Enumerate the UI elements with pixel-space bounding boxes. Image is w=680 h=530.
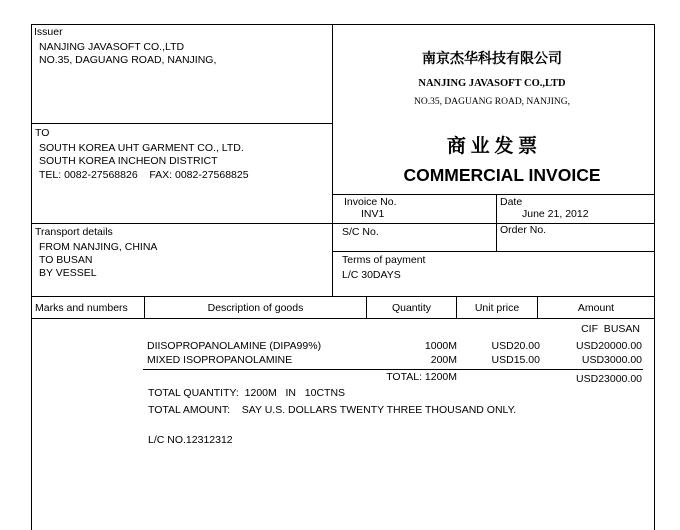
total-amount: USD23000.00 — [576, 373, 642, 385]
payment-label: Terms of payment — [342, 254, 426, 266]
transport-label: Transport details — [35, 226, 113, 238]
price-terms: CIF BUSAN — [581, 323, 640, 335]
company-address: NO.35, DAGUANG ROAD, NANJING, — [414, 97, 570, 107]
column-header-top — [31, 296, 655, 297]
to-bottom-line — [31, 223, 655, 224]
company-name-en: NANJING JAVASOFT CO.,LTD — [418, 78, 566, 89]
title-bottom-line — [332, 194, 655, 195]
date-label: Date — [500, 196, 523, 208]
to-district: SOUTH KOREA INCHEON DISTRICT — [39, 155, 218, 167]
column-header-bottom — [31, 318, 655, 319]
col-header-unit-price: Unit price — [474, 302, 520, 314]
issuer-name: NANJING JAVASOFT CO.,LTD — [39, 41, 185, 53]
total-quantity-line: TOTAL QUANTITY: 1200M IN 10CTNS — [148, 387, 346, 399]
invoice-no: INV1 — [361, 208, 385, 220]
col-header-quantity: Quantity — [391, 302, 432, 314]
title-en: COMMERCIAL INVOICE — [403, 165, 601, 185]
issuer-address: NO.35, DAGUANG ROAD, NANJING, — [39, 54, 217, 66]
issuer-bottom-line — [31, 123, 333, 124]
lc-number: L/C NO.12312312 — [148, 434, 233, 446]
frame-top — [31, 24, 655, 25]
payment-value: L/C 30DAYS — [342, 269, 401, 281]
item-amount: USD20000.00 — [576, 340, 642, 352]
transport-by: BY VESSEL — [39, 267, 97, 279]
col-header-marks: Marks and numbers — [35, 302, 128, 314]
invoice-no-label: Invoice No. — [344, 196, 397, 208]
col-header-description: Description of goods — [207, 302, 304, 314]
item-unit-price: USD15.00 — [491, 354, 540, 366]
item-quantity: 1000M — [424, 340, 457, 352]
transport-to: TO BUSAN — [39, 254, 93, 266]
sc-bottom-line — [332, 251, 655, 252]
company-name-cn: 南京杰华科技有限公司 — [422, 52, 562, 67]
invoice-date: June 21, 2012 — [522, 208, 589, 220]
item-description: DIISOPROPANOLAMINE (DIPA99%) — [147, 340, 322, 352]
item-total-line — [143, 369, 643, 370]
total-quantity: TOTAL: 1200M — [386, 371, 457, 383]
item-description: MIXED ISOPROPANOLAMINE — [147, 354, 293, 366]
title-cn: 商 业 发 票 — [446, 136, 538, 157]
frame-right — [654, 24, 655, 530]
to-contact: TEL: 0082-27568826 FAX: 0082-27568825 — [39, 169, 249, 181]
item-amount: USD3000.00 — [581, 354, 642, 366]
to-label: TO — [35, 127, 50, 139]
issuer-label: Issuer — [34, 26, 63, 38]
to-name: SOUTH KOREA UHT GARMENT CO., LTD. — [39, 142, 244, 154]
total-amount-line: TOTAL AMOUNT: SAY U.S. DOLLARS TWENTY THREE THOUSAND ONLY. — [148, 404, 517, 416]
item-unit-price: USD20.00 — [491, 340, 540, 352]
frame-left — [31, 24, 32, 530]
transport-from: FROM NANJING, CHINA — [39, 241, 158, 253]
item-quantity: 200M — [430, 354, 457, 366]
sc-no-label: S/C No. — [342, 226, 379, 238]
date-divider — [496, 194, 497, 251]
order-no-label: Order No. — [500, 224, 547, 236]
col-header-amount: Amount — [577, 302, 615, 314]
